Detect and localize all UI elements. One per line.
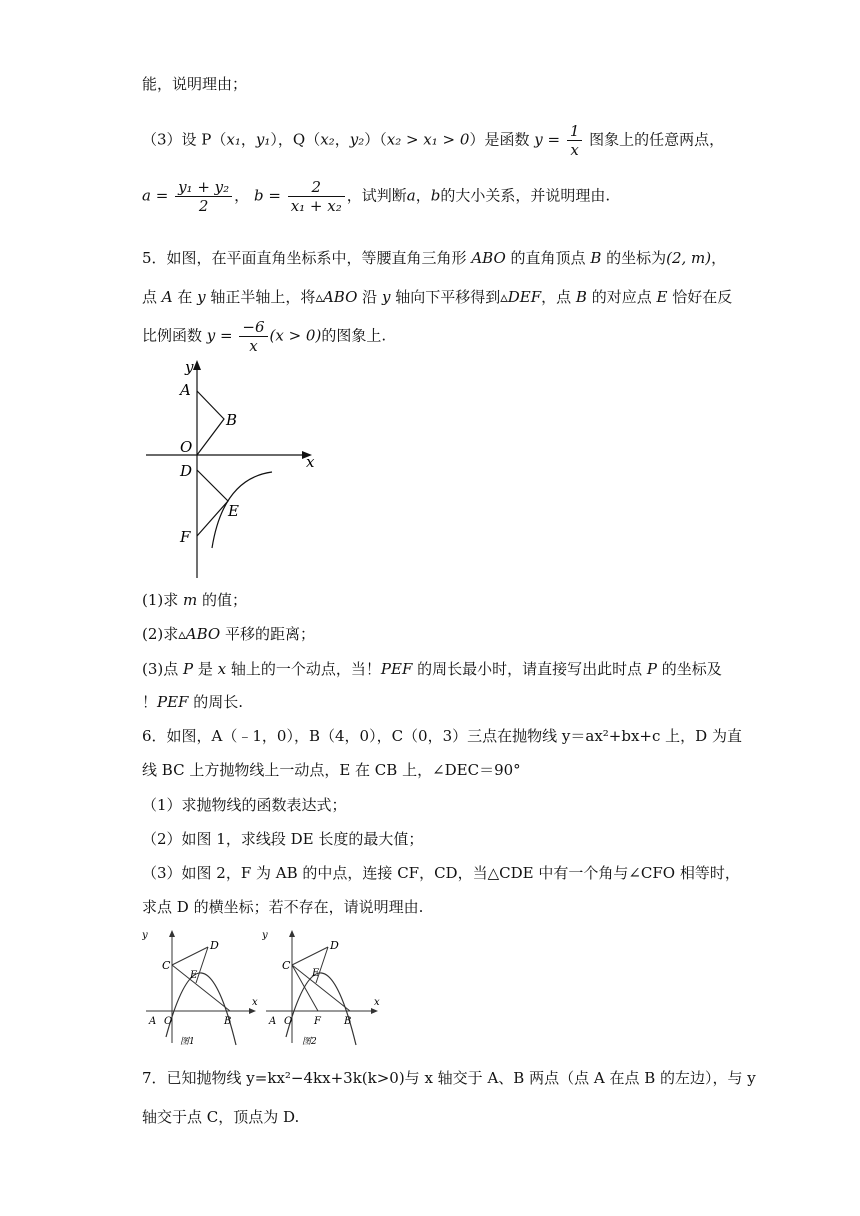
math: x [217, 660, 227, 678]
math: y₂ [349, 130, 365, 149]
label-f: F [314, 1016, 321, 1027]
text: ！ [142, 693, 158, 711]
text: ， [415, 186, 431, 205]
question-7-line [142, 1107, 299, 1127]
math: b = [253, 186, 281, 205]
y-arrow-icon [169, 930, 175, 937]
text: (3)点 [142, 660, 184, 678]
text: （2）如图 1，求线段 DE 长度的最大值； [142, 830, 424, 848]
text: 5．如图，在平面直角坐标系中，等腰直角三角形 [142, 249, 472, 267]
question-6-line [142, 897, 423, 917]
math: P [183, 660, 194, 678]
label-c: C [162, 959, 171, 972]
label-f: F [180, 528, 191, 546]
question-6-line [142, 829, 423, 849]
x-arrow-icon [371, 1008, 378, 1014]
math: x₁ [226, 130, 241, 149]
label-y: y [185, 358, 194, 376]
math: ▵ABO [178, 625, 221, 643]
label-c: C [282, 959, 291, 972]
label-b: B [224, 1016, 232, 1027]
denominator: x₁ + x₂ [290, 197, 342, 215]
math: PEF [157, 693, 189, 711]
math: b [430, 186, 441, 205]
text: ， [234, 186, 250, 205]
figure-q6-2 [262, 925, 382, 1050]
math: a = [142, 186, 169, 205]
math: x₂ > x₁ > 0 [386, 130, 470, 149]
text: 的坐标为 [601, 249, 667, 267]
label-x: x [374, 997, 380, 1008]
sub-question-3 [142, 659, 722, 679]
numerator: 1 [567, 122, 583, 141]
text: 6．如图，A（﹣1，0），B（4，0），C（0，3）三点在抛物线 y＝ax²+bx+c 上，D 为直 [142, 727, 742, 745]
math: x₂ [320, 130, 335, 149]
text: ， [240, 130, 256, 149]
text: 平移的距离； [220, 625, 315, 643]
denominator: x [249, 337, 258, 355]
text: 的对应点 [586, 288, 657, 306]
fraction [288, 178, 345, 215]
label-e: E [190, 970, 198, 981]
text: 沿 [357, 288, 382, 306]
math: ▵DEF [500, 288, 542, 306]
question-6-line [142, 863, 740, 883]
text: 的周长. [188, 693, 244, 711]
text: ），Q（ [270, 130, 321, 149]
math: ABO [471, 249, 506, 267]
denominator: x [570, 141, 579, 159]
fraction [175, 178, 232, 215]
label-o: O [164, 1016, 173, 1027]
text: (2)求 [142, 625, 179, 643]
triangle-abo [197, 391, 224, 455]
text: ，试判断 [346, 186, 407, 205]
label-e: E [228, 502, 239, 520]
hyperbola-curve [212, 472, 272, 548]
math: y = [534, 130, 561, 149]
label-a: A [269, 1016, 277, 1027]
text: 是 [193, 660, 218, 678]
question-7-line [142, 1068, 756, 1088]
y-arrow-icon [193, 360, 201, 370]
text: 比例函数 [142, 326, 203, 345]
label-e: E [312, 968, 320, 979]
text: 图象上的任意两点， [589, 130, 725, 149]
triangle-def [197, 470, 228, 536]
caption-fig1: 图1 [180, 1037, 195, 1047]
line-cb [292, 965, 350, 1011]
label-o: O [180, 438, 193, 456]
label-d: D [210, 939, 219, 952]
parabola [286, 973, 356, 1045]
text: （3）设 P（ [142, 130, 227, 149]
text-line [142, 122, 724, 159]
question-6-line [142, 795, 347, 815]
line-cb [172, 965, 230, 1011]
text: 的坐标及 [657, 660, 722, 678]
math: A [161, 288, 173, 306]
label-b: B [226, 411, 238, 429]
text-line [142, 74, 247, 94]
text: ， [334, 130, 350, 149]
figure-q5 [142, 358, 332, 580]
text: 轴正半轴上，将 [205, 288, 316, 306]
text: 线 BC 上方抛物线上一动点，E 在 CB 上，∠DEC＝90° [142, 761, 521, 779]
math: P [646, 660, 658, 678]
numerator: y₁ + y₂ [175, 178, 232, 197]
sub-question-1 [142, 590, 247, 610]
text: 轴向下平移得到 [390, 288, 501, 306]
math: m [183, 591, 198, 609]
text: 能，说明理由； [142, 75, 248, 93]
text: 轴上的一个动点，当！ [226, 660, 381, 678]
numerator: 2 [288, 178, 345, 197]
sub-question-3-cont [142, 692, 243, 712]
text: （3）如图 2，F 为 AB 的中点，连接 CF，CD，当△CDE 中有一个角与∠CFO 相等时， [142, 864, 740, 882]
math: y [381, 288, 391, 306]
text: 求点 D 的横坐标；若不存在，请说明理由. [142, 898, 424, 916]
label-d: D [330, 939, 339, 952]
math: y [197, 288, 206, 306]
text: 的大小关系，并说明理由. [440, 186, 611, 205]
math: E [656, 288, 668, 306]
parabola [166, 973, 236, 1045]
label-b: B [344, 1016, 352, 1027]
question-5-line [142, 287, 732, 307]
text: 的值； [197, 591, 248, 609]
y-arrow-icon [289, 930, 295, 937]
label-a: A [149, 1016, 157, 1027]
math: B [575, 288, 587, 306]
text: 的直角顶点 [505, 249, 591, 267]
text: 恰好在反 [667, 288, 733, 306]
denominator: 2 [198, 197, 209, 215]
text: （1）求抛物线的函数表达式； [142, 796, 347, 814]
text: ，点 [541, 288, 576, 306]
x-arrow-icon [249, 1008, 256, 1014]
numerator: −6 [239, 318, 267, 337]
label-d: D [180, 462, 193, 480]
math: PEF [380, 660, 413, 678]
text: 轴交于点 C，顶点为 D. [142, 1108, 300, 1126]
text-line [142, 178, 610, 215]
label-y: y [262, 930, 268, 941]
math: ▵ABO [315, 288, 358, 306]
label-o: O [284, 1016, 293, 1027]
math: y₁ [255, 130, 271, 149]
math: y = [206, 326, 233, 345]
question-5-line [142, 248, 726, 268]
figure-q6-1 [142, 925, 260, 1050]
fraction [239, 318, 267, 355]
text: (1)求 [142, 591, 184, 609]
question-6-line [142, 760, 521, 780]
text: ）（ [364, 130, 387, 149]
text: 在 [172, 288, 198, 306]
sub-question-2 [142, 624, 315, 644]
question-6-line [142, 726, 742, 746]
text: ）是函数 [469, 130, 530, 149]
text: ， [711, 249, 727, 267]
text: 的图象上. [321, 326, 387, 345]
question-5-line [142, 318, 386, 355]
label-y: y [142, 930, 148, 941]
text: 7．已知抛物线 y=kx²−4kx+3k(k>0)与 x 轴交于 A、B 两点（点 A 在点 B 的左边），与 y [142, 1069, 756, 1087]
text: 点 [142, 288, 162, 306]
label-a: A [180, 381, 191, 399]
text: 的周长最小时，请直接写出此时点 [412, 660, 647, 678]
math: (2, m) [666, 249, 712, 267]
math: (x > 0) [269, 326, 322, 345]
label-x: x [252, 997, 258, 1008]
fraction [567, 122, 583, 159]
caption-fig2: 图2 [302, 1037, 317, 1047]
math: a [406, 186, 416, 205]
math: B [590, 249, 602, 267]
label-x: x [306, 453, 315, 471]
